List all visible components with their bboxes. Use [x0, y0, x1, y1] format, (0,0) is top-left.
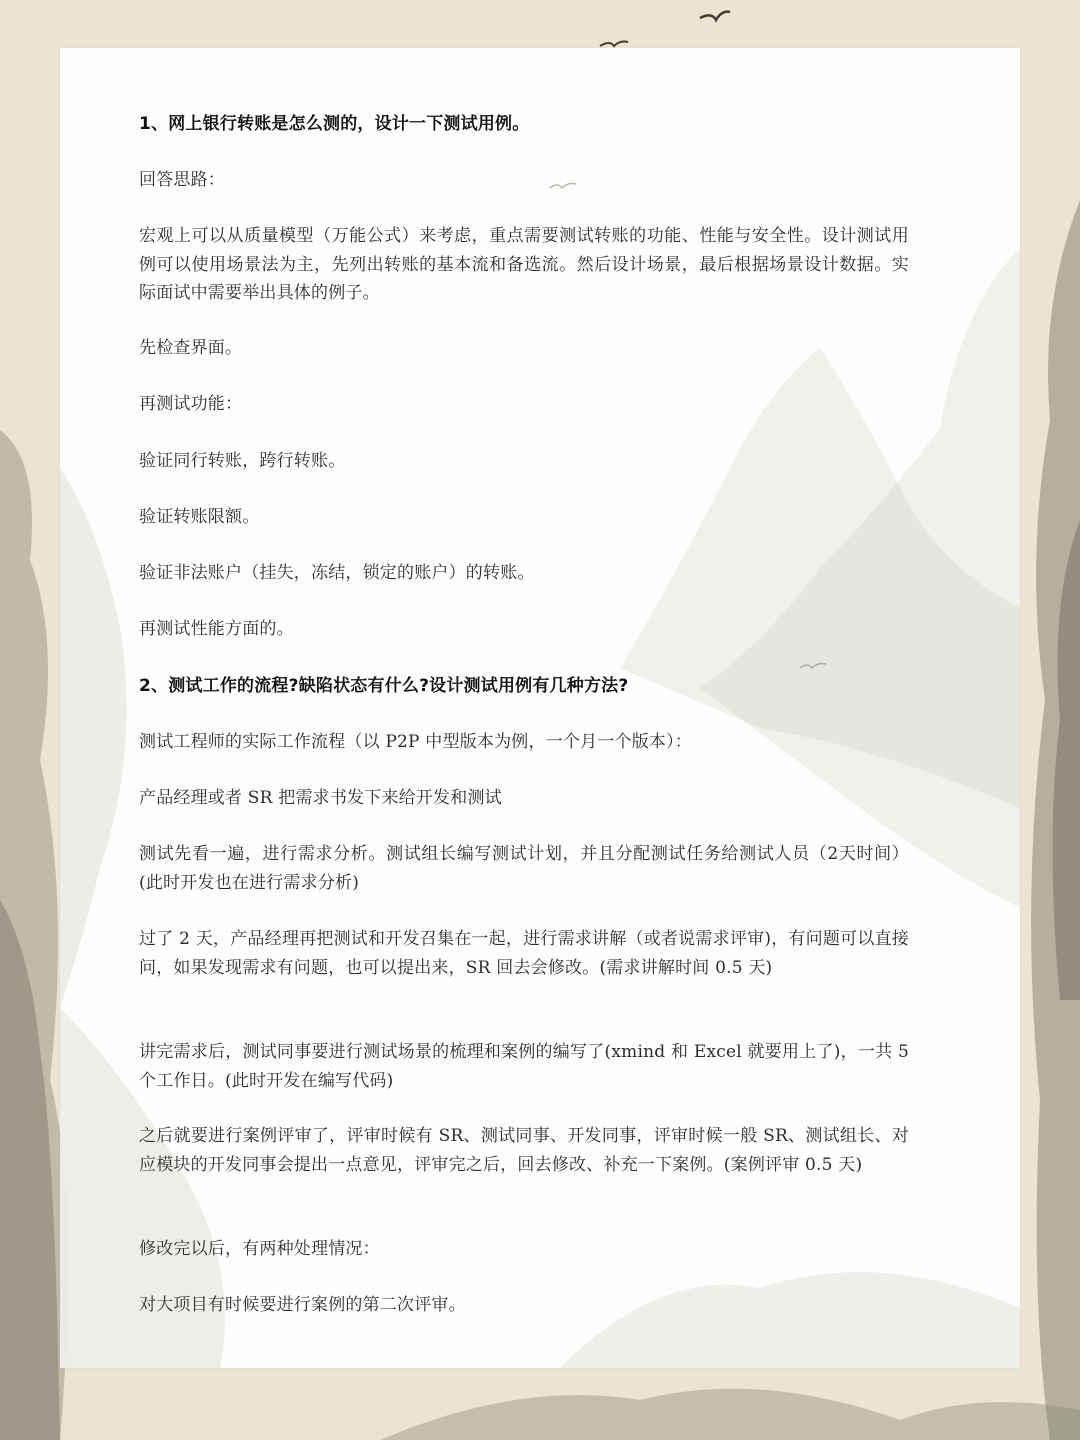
check-item-1: 验证同行转账，跨行转账。	[139, 451, 346, 471]
workflow-step-2: 测试先看一遍，进行需求分析。测试组长编写测试计划，并且分配测试任务给测试人员（2天时间）(此时开发也在进行需求分析)	[139, 844, 909, 893]
answer-approach-paragraph: 宏观上可以从质量模型（万能公式）来考虑，重点需要测试转账的功能、性能与安全性。设计测试用例可以使用场景法为主，先列出转账的基本流和备选流。然后设计场景，最后根据场景设计数据。实际面试中需要举出具体的例子。	[139, 226, 909, 303]
workflow-step-4: 讲完需求后，测试同事要进行测试场景的梳理和案例的编写了(xmind 和 Excel 就要用上了)，一共 5 个工作日。(此时开发在编写代码)	[139, 1042, 909, 1091]
answer-approach-label: 回答思路：	[139, 170, 225, 190]
workflow-step-3: 过了 2 天，产品经理再把测试和开发召集在一起，进行需求讲解（或者说需求评审)，有问题可以直接问，如果发现需求有问题，也可以提出来，SR 回去会修改。(需求讲解时间 0.5 天)	[139, 929, 909, 978]
workflow-step-7: 对大项目有时候要进行案例的第二次评审。	[139, 1295, 466, 1315]
workflow-intro: 测试工程师的实际工作流程（以 P2P 中型版本为例，一个月一个版本）：	[139, 732, 692, 752]
workflow-step-1: 产品经理或者 SR 把需求书发下来给开发和测试	[139, 788, 502, 808]
step-check-interface: 先检查界面。	[139, 338, 243, 358]
step-test-function: 再测试功能：	[139, 394, 243, 414]
workflow-step-5: 之后就要进行案例评审了，评审时候有 SR、测试同事、开发同事，评审时候一般 SR、测试组长、对应模块的开发同事会提出一点意见，评审完之后，回去修改、补充一下案例。(案例评审 0.5 天)	[139, 1126, 909, 1175]
question-2-title: 2、测试工作的流程?缺陷状态有什么?设计测试用例有几种方法?	[139, 676, 629, 696]
workflow-step-6: 修改完以后，有两种处理情况：	[139, 1239, 380, 1259]
check-item-2: 验证转账限额。	[139, 507, 260, 527]
check-item-3: 验证非法账户（挂失，冻结，锁定的账户）的转账。	[139, 563, 535, 583]
step-test-performance: 再测试性能方面的。	[139, 619, 294, 639]
question-1-title: 1、网上银行转账是怎么测的，设计一下测试用例。	[139, 114, 530, 134]
document-page	[60, 48, 1020, 1368]
